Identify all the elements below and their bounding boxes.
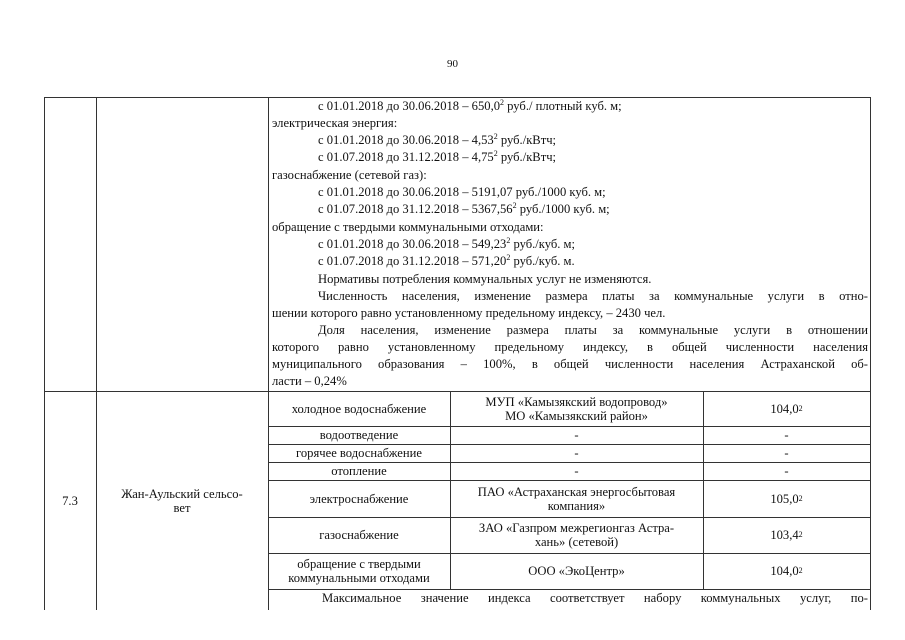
norms-statement: Нормативы потребления коммунальных услуг не изменяются. xyxy=(318,272,652,286)
provider-name: ПАО «Астраханская энергосбытовая компания» xyxy=(477,484,676,513)
service-name: газоснабжение xyxy=(319,528,399,542)
index-value: 104,0 2 xyxy=(770,564,803,578)
service-name: горячее водоснабжение xyxy=(296,446,422,460)
provider-name: ЗАО «Газпром межрегионгаз Астра- хань» (сетевой) xyxy=(478,521,675,549)
index-value: 105,0 2 xyxy=(770,491,803,506)
share-paragraph-line: Доля населения, изменение размера платы за коммунальные услуги в отношении xyxy=(318,323,868,337)
row-number: 7.3 xyxy=(62,493,78,508)
tariff-line: с 01.07.2018 до 31.12.2018 – 571,20$^2$ руб./куб. м. xyxy=(318,252,575,268)
population-paragraph-line: шении которого равно установленному предельному индексу, – 2430 чел. xyxy=(272,306,666,320)
index-value: - xyxy=(784,464,789,478)
settlement-name: Жан-Аульский сельсо- вет xyxy=(121,486,243,515)
service-name: обращение с твердыми коммунальными отходами xyxy=(288,557,430,585)
tariff-line: с 01.01.2018 до 30.06.2018 – 4,53$^2$ руб./кВтч; xyxy=(318,131,557,147)
provider-name: - xyxy=(574,446,579,460)
page-number: 90 xyxy=(447,58,458,70)
share-paragraph-line: которого равно установленному предельному индексу, в общей численности населения xyxy=(272,340,868,354)
section-heading: газоснабжение (сетевой газ): xyxy=(272,168,427,182)
share-paragraph-line: ласти – 0,24% xyxy=(272,374,347,388)
tariff-line: с 01.01.2018 до 30.06.2018 – 5191,07 руб./1000 куб. м; xyxy=(318,185,606,199)
service-name: электроснабжение xyxy=(309,491,409,506)
provider-name: - xyxy=(574,428,579,442)
section-heading: электрическая энергия: xyxy=(272,116,398,130)
share-paragraph-line: муниципального образования – 100%, в общей численности населения Астраханской об- xyxy=(272,357,868,371)
service-name: водоотведение xyxy=(319,428,399,442)
index-value: - xyxy=(784,446,789,460)
tariff-line: с 01.01.2018 до 30.06.2018 – 650,0$^2$ руб./ плотный куб. м; xyxy=(318,97,622,113)
tariff-line: с 01.07.2018 до 31.12.2018 – 5367,56$^2$ руб./1000 куб. м; xyxy=(318,200,610,216)
provider-name: ООО «ЭкоЦентр» xyxy=(528,564,625,578)
footer-paragraph-line: Максимальное значение индекса соответствует набору коммунальных услуг, по- xyxy=(322,591,868,605)
population-paragraph-line: Численность населения, изменение размера платы за коммунальные услуги в отно- xyxy=(318,289,868,303)
index-value: 103,4 2 xyxy=(770,528,803,542)
provider-name: МУП «Камызякский водопровод» МО «Камызякский район» xyxy=(485,394,668,423)
index-value: 104,0 2 xyxy=(770,401,803,416)
tariff-line: с 01.07.2018 до 31.12.2018 – 4,75$^2$ руб./кВтч; xyxy=(318,148,557,164)
service-name: холодное водоснабжение xyxy=(291,401,427,416)
provider-name: - xyxy=(574,464,579,478)
section-heading: обращение с твердыми коммунальными отходами: xyxy=(272,220,544,234)
service-name: отопление xyxy=(331,464,387,478)
index-value: - xyxy=(784,428,789,442)
tariff-line: с 01.01.2018 до 30.06.2018 – 549,23$^2$ руб./куб. м; xyxy=(318,235,576,251)
